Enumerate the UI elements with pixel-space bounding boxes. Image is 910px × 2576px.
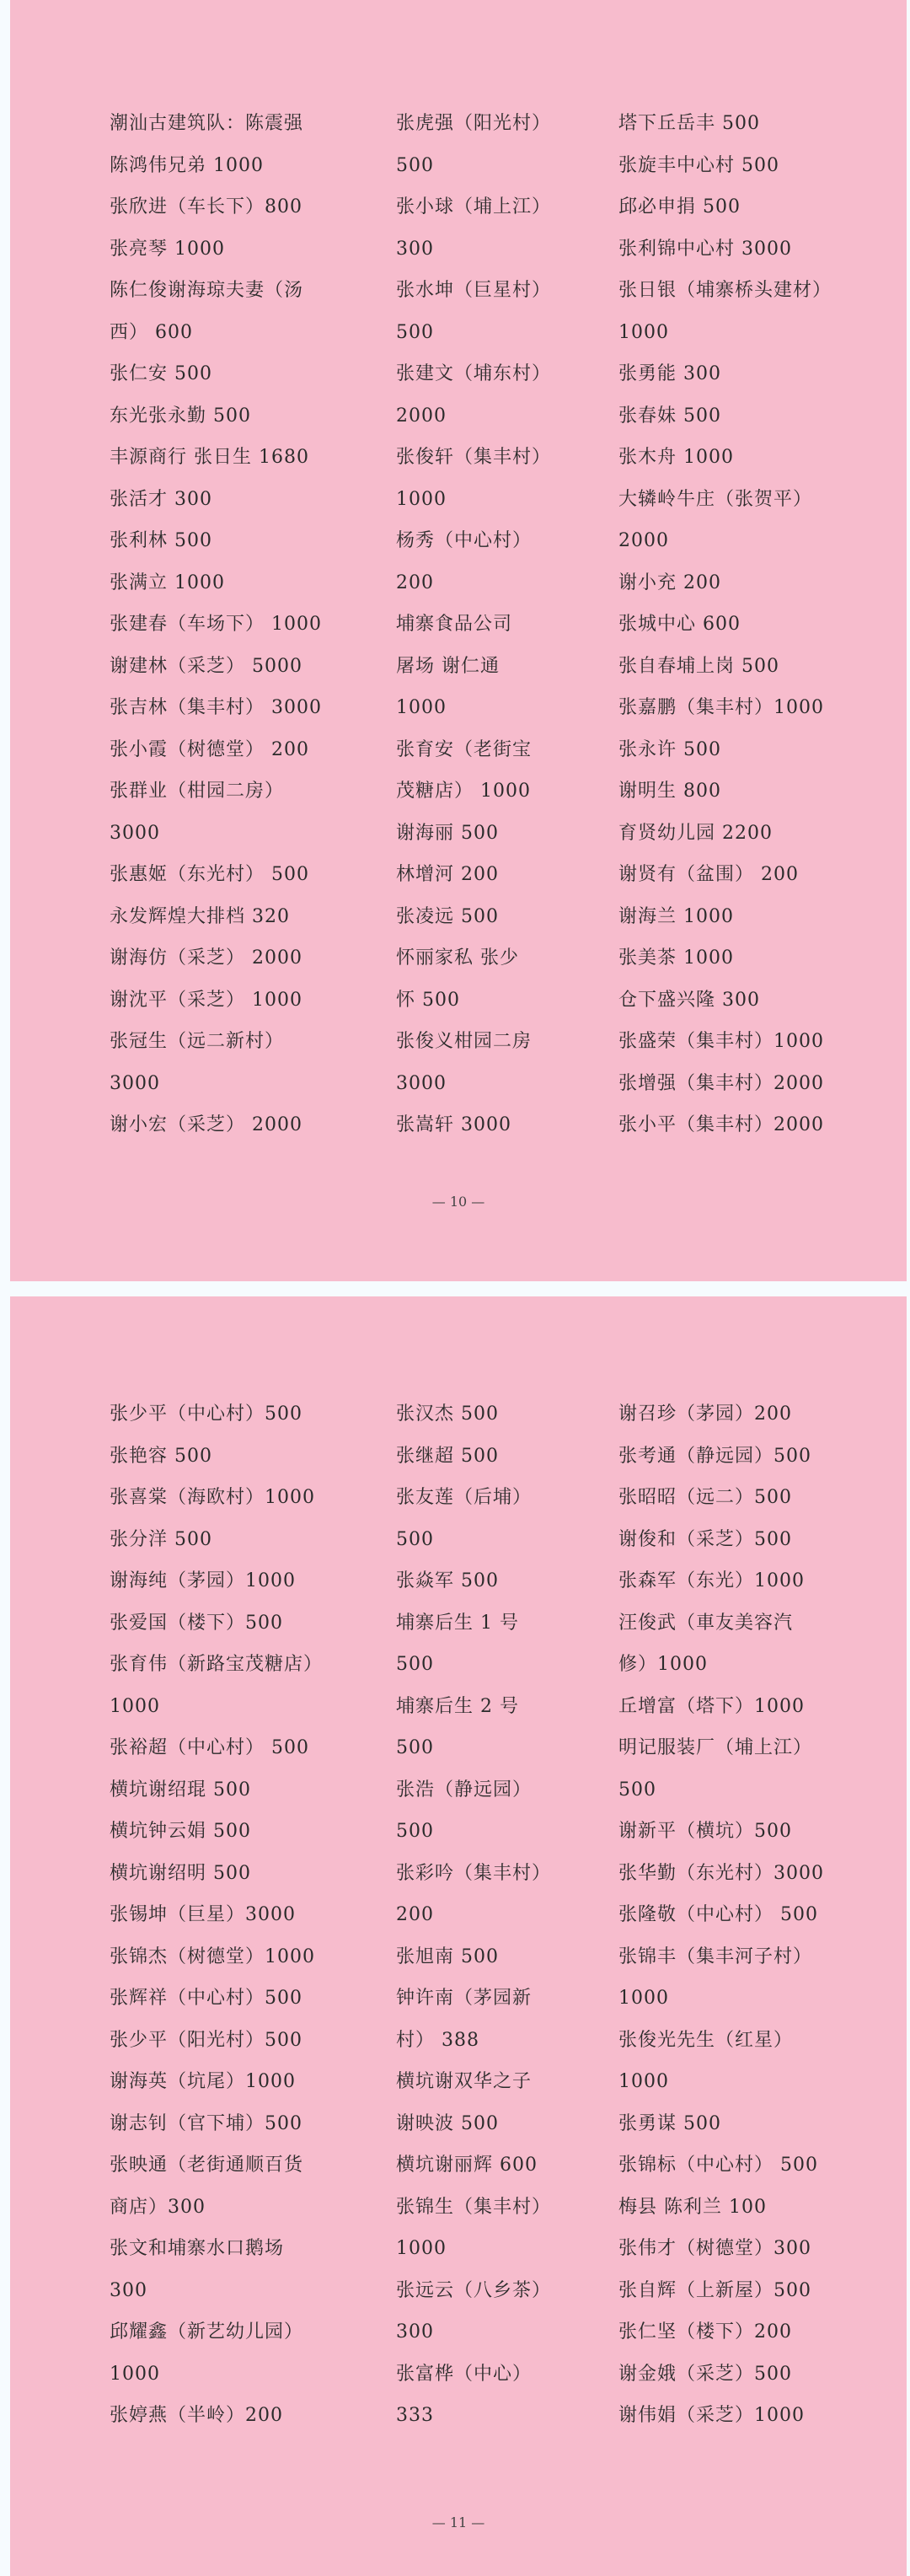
donor-entry-line: 张小霞（树德堂） 200: [110, 738, 309, 760]
donor-entry-line: 张华勤（东光村）3000: [618, 1862, 824, 1884]
donor-entry-line: 修）1000: [618, 1654, 708, 1675]
donor-entry-line: 333: [396, 2405, 434, 2426]
donor-entry-line: 500: [396, 321, 434, 343]
donor-entry-line: 张水坤（巨星村）: [396, 280, 552, 301]
donor-entry-line: 横坑钟云娟 500: [110, 1821, 251, 1842]
donor-entry-line: 3000: [396, 1072, 447, 1094]
donor-entry-line: 张育安（老街宝: [396, 738, 533, 760]
donor-entry-line: 张远云（八乡茶）: [396, 2279, 552, 2301]
donor-entry-line: 张勇谋 500: [618, 2112, 721, 2134]
donor-entry-line: 谢沈平（采芝） 1000: [110, 989, 302, 1011]
donor-entry-line: 1000: [618, 2071, 669, 2092]
donor-entry-line: 张辉祥（中心村）500: [110, 1988, 302, 2009]
donor-entry-line: 1000: [396, 697, 447, 718]
donor-entry-line: 张春妹 500: [618, 405, 721, 427]
donor-entry-line: 谢新平（横坑）500: [618, 1821, 792, 1842]
donor-entry-line: 张锦生（集丰村）: [396, 2196, 552, 2218]
donor-entry-line: 张利林 500: [110, 530, 212, 551]
donor-entry-line: 潮汕古建筑队：陈震强: [110, 113, 304, 134]
donor-entry-line: 500: [396, 1821, 434, 1842]
donor-entry-line: 谢金娥（采芝）500: [618, 2363, 792, 2385]
donor-entry-line: 张永许 500: [618, 738, 721, 760]
donor-entry-line: 张育伟（新路宝茂糖店）: [110, 1654, 324, 1675]
donor-entry-line: 怀 500: [396, 989, 460, 1011]
donor-entry-line: 塔下丘岳丰 500: [618, 113, 760, 134]
donor-entry-line: 横坑谢丽辉 600: [396, 2155, 538, 2176]
donor-entry-line: 埔寨后生 2 号: [396, 1695, 519, 1717]
donor-entry-line: 张彩吟（集丰村）: [396, 1862, 552, 1884]
donor-entry-line: 汪俊武（車友美容汽: [618, 1612, 794, 1634]
donor-entry-line: 张仁安 500: [110, 363, 212, 384]
donor-entry-line: 张嘉鹏（集丰村）1000: [618, 697, 824, 718]
donor-entry-line: 3000: [110, 822, 160, 844]
donor-entry-line: 杨秀（中心村）: [396, 530, 533, 551]
donor-entry-line: 张建春（车场下） 1000: [110, 614, 322, 635]
document-page-10: [10, 0, 907, 1281]
donor-entry-line: 300: [110, 2279, 147, 2301]
donor-entry-line: 张自辉（上新屋）500: [618, 2279, 811, 2301]
donor-entry-line: 张小球（埔上江）: [396, 196, 552, 217]
donor-entry-line: 200: [396, 1904, 434, 1925]
donor-entry-line: 谢俊和（采芝）500: [618, 1528, 792, 1550]
donor-entry-line: 张裕超（中心村） 500: [110, 1737, 309, 1758]
donor-entry-line: 张吉林（集丰村） 3000: [110, 697, 322, 718]
donor-entry-line: 村） 388: [396, 2029, 479, 2051]
donor-entry-line: 谢海仿（采芝） 2000: [110, 947, 302, 969]
donor-entry-line: 3000: [110, 1072, 160, 1094]
donor-entry-line: 谢小宏（采芝） 2000: [110, 1114, 302, 1135]
donor-entry-line: 怀丽家私 张少: [396, 947, 519, 969]
donor-entry-line: 谢建林（采芝） 5000: [110, 655, 302, 677]
donor-entry-line: 邱必申捐 500: [618, 196, 741, 217]
donor-entry-line: 张城中心 600: [618, 614, 741, 635]
donor-entry-line: 张惠姬（东光村） 500: [110, 864, 309, 885]
donor-entry-line: 张艳容 500: [110, 1445, 212, 1467]
donor-entry-line: 张活才 300: [110, 488, 212, 510]
donor-column-1: [110, 103, 322, 1146]
donor-entry-line: 张建文（埔东村）: [396, 363, 552, 384]
donor-entry-line: 丘增富（塔下）1000: [618, 1695, 805, 1717]
donor-entry-line: 明记服装厂（埔上江）: [618, 1737, 813, 1758]
donor-entry-line: 大辚岭牛庄（张贺平）: [618, 488, 813, 510]
donor-entry-line: 谢小充 200: [618, 572, 721, 593]
donor-entry-line: 张分洋 500: [110, 1528, 212, 1550]
donor-entry-line: 张昭昭（远二）500: [618, 1487, 792, 1508]
donor-entry-line: 谢志钊（官下埔）500: [110, 2112, 302, 2134]
donor-entry-line: 谢海兰 1000: [618, 905, 734, 927]
donor-entry-line: 200: [396, 572, 434, 593]
donor-entry-line: 茂糖店） 1000: [396, 781, 531, 802]
donor-column-3: [618, 103, 832, 1146]
donor-entry-line: 张友莲（后埔）: [396, 1487, 533, 1508]
donor-entry-line: 1000: [396, 2238, 447, 2259]
donor-entry-line: 张锡坤（巨星）3000: [110, 1904, 296, 1925]
donor-entry-line: 张锦丰（集丰河子村）: [618, 1945, 813, 1967]
donor-entry-line: 1000: [396, 488, 447, 510]
donor-entry-line: 育贤幼儿园 2200: [618, 822, 773, 844]
donor-column-1: [110, 1393, 323, 2437]
donor-entry-line: 张盛荣（集丰村）1000: [618, 1031, 824, 1052]
donor-entry-line: 张喜棠（海欧村）1000: [110, 1487, 315, 1508]
donor-entry-line: 张爱国（楼下）500: [110, 1612, 283, 1634]
donor-entry-line: 张俊轩（集丰村）: [396, 447, 552, 468]
donor-entry-line: 张婷燕（半岭）200: [110, 2405, 283, 2426]
donor-entry-line: 商店）300: [110, 2196, 206, 2218]
donor-entry-line: 陈鸿伟兄弟 1000: [110, 154, 264, 176]
donor-entry-line: 张虎强（阳光村）: [396, 113, 552, 134]
donor-entry-line: 西） 600: [110, 321, 193, 343]
page-number: — 11 —: [431, 2514, 485, 2530]
donor-entry-line: 500: [396, 1737, 434, 1758]
page-number: — 10 —: [431, 1194, 485, 1210]
donor-entry-line: 谢海纯（茅园）1000: [110, 1570, 296, 1591]
donor-entry-line: 张焱军 500: [396, 1570, 499, 1591]
donor-entry-line: 横坑谢绍琨 500: [110, 1779, 251, 1801]
donor-entry-line: 张群业（柑园二房）: [110, 781, 285, 802]
donor-entry-line: 1000: [110, 2363, 160, 2385]
donor-entry-line: 张美茶 1000: [618, 947, 734, 969]
donor-entry-line: 邱耀鑫（新艺幼儿园）: [110, 2321, 304, 2343]
donor-entry-line: 张考通（静远园）500: [618, 1445, 811, 1467]
donor-entry-line: 1000: [618, 321, 669, 343]
donor-entry-line: 谢映波 500: [396, 2112, 499, 2134]
donor-entry-line: 张自春埔上岗 500: [618, 655, 779, 677]
donor-entry-line: 埔寨后生 1 号: [396, 1612, 519, 1634]
donor-entry-line: 谢海丽 500: [396, 822, 499, 844]
donor-entry-line: 横坑谢双华之子: [396, 2071, 533, 2092]
donor-entry-line: 张凌远 500: [396, 905, 499, 927]
donor-entry-line: 钟许南（茅园新: [396, 1988, 533, 2009]
donor-entry-line: 陈仁俊谢海琼夫妻（汤: [110, 280, 304, 301]
donor-entry-line: 张浩（静远园）: [396, 1779, 533, 1801]
donor-entry-line: 500: [396, 1528, 434, 1550]
donor-entry-line: 张利锦中心村 3000: [618, 238, 792, 260]
donor-entry-line: 张俊义柑园二房: [396, 1031, 533, 1052]
donor-entry-line: 张旋丰中心村 500: [618, 154, 779, 176]
donor-entry-line: 谢明生 800: [618, 781, 721, 802]
donor-entry-line: 300: [396, 238, 434, 260]
donor-entry-line: 东光张永勤 500: [110, 405, 251, 427]
donor-entry-line: 张旭南 500: [396, 1945, 499, 1967]
donor-entry-line: 张仁坚（楼下）200: [618, 2321, 792, 2343]
donor-entry-line: 谢海英（坑尾）1000: [110, 2071, 296, 2092]
donor-column-3: [618, 1393, 824, 2437]
donor-entry-line: 500: [618, 1779, 656, 1801]
donor-entry-line: 张汉杰 500: [396, 1403, 499, 1425]
donor-entry-line: 张冠生（远二新村）: [110, 1031, 285, 1052]
donor-entry-line: 300: [396, 2321, 434, 2343]
donor-entry-line: 丰源商行 张日生 1680: [110, 447, 309, 468]
donor-entry-line: 2000: [396, 405, 447, 427]
donor-entry-line: 张日银（埔寨桥头建材）: [618, 280, 832, 301]
donor-column-2: [396, 103, 551, 1146]
donor-entry-line: 1000: [110, 1695, 160, 1717]
donor-entry-line: 张隆敬（中心村） 500: [618, 1904, 818, 1925]
donor-entry-line: 张锦标（中心村） 500: [618, 2155, 818, 2176]
donor-entry-line: 谢召珍（茅园）200: [618, 1403, 792, 1425]
donor-entry-line: 张满立 1000: [110, 572, 225, 593]
donor-entry-line: 张亮琴 1000: [110, 238, 225, 260]
donor-entry-line: 张锦杰（树德堂）1000: [110, 1945, 315, 1967]
donor-entry-line: 张俊光先生（红星）: [618, 2029, 794, 2051]
document-page-11: [10, 1296, 907, 2576]
donor-entry-line: 张嵩轩 3000: [396, 1114, 511, 1135]
donor-entry-line: 张木舟 1000: [618, 447, 734, 468]
donor-entry-line: 埔寨食品公司: [396, 614, 513, 635]
donor-entry-line: 仓下盛兴隆 300: [618, 989, 760, 1011]
donor-entry-line: 500: [396, 1654, 434, 1675]
donor-entry-line: 张富桦（中心）: [396, 2363, 533, 2385]
donor-entry-line: 张少平（中心村）500: [110, 1403, 302, 1425]
donor-entry-line: 林增河 200: [396, 864, 499, 885]
donor-entry-line: 张伟才（树德堂）300: [618, 2238, 811, 2259]
donor-entry-line: 张继超 500: [396, 1445, 499, 1467]
donor-entry-line: 梅县 陈利兰 100: [618, 2196, 767, 2218]
donor-entry-line: 谢贤有（盆围） 200: [618, 864, 799, 885]
donor-entry-line: 张少平（阳光村）500: [110, 2029, 302, 2051]
donor-entry-line: 横坑谢绍明 500: [110, 1862, 251, 1884]
donor-column-2: [396, 1393, 551, 2437]
donor-entry-line: 1000: [618, 1988, 669, 2009]
donor-entry-line: 2000: [618, 530, 669, 551]
donor-entry-line: 500: [396, 154, 434, 176]
donor-entry-line: 张映通（老街通顺百货: [110, 2155, 304, 2176]
donor-entry-line: 张欣进（车长下）800: [110, 196, 302, 217]
donor-entry-line: 永发辉煌大排档 320: [110, 905, 290, 927]
donor-entry-line: 张增强（集丰村）2000: [618, 1072, 824, 1094]
donor-entry-line: 张勇能 300: [618, 363, 721, 384]
donor-entry-line: 张森军（东光）1000: [618, 1570, 805, 1591]
donor-entry-line: 张文和埔寨水口鹅场: [110, 2238, 285, 2259]
donor-entry-line: 张小平（集丰村）2000: [618, 1114, 824, 1135]
donor-entry-line: 谢伟娟（采芝）1000: [618, 2405, 805, 2426]
donor-entry-line: 屠场 谢仁通: [396, 655, 500, 677]
